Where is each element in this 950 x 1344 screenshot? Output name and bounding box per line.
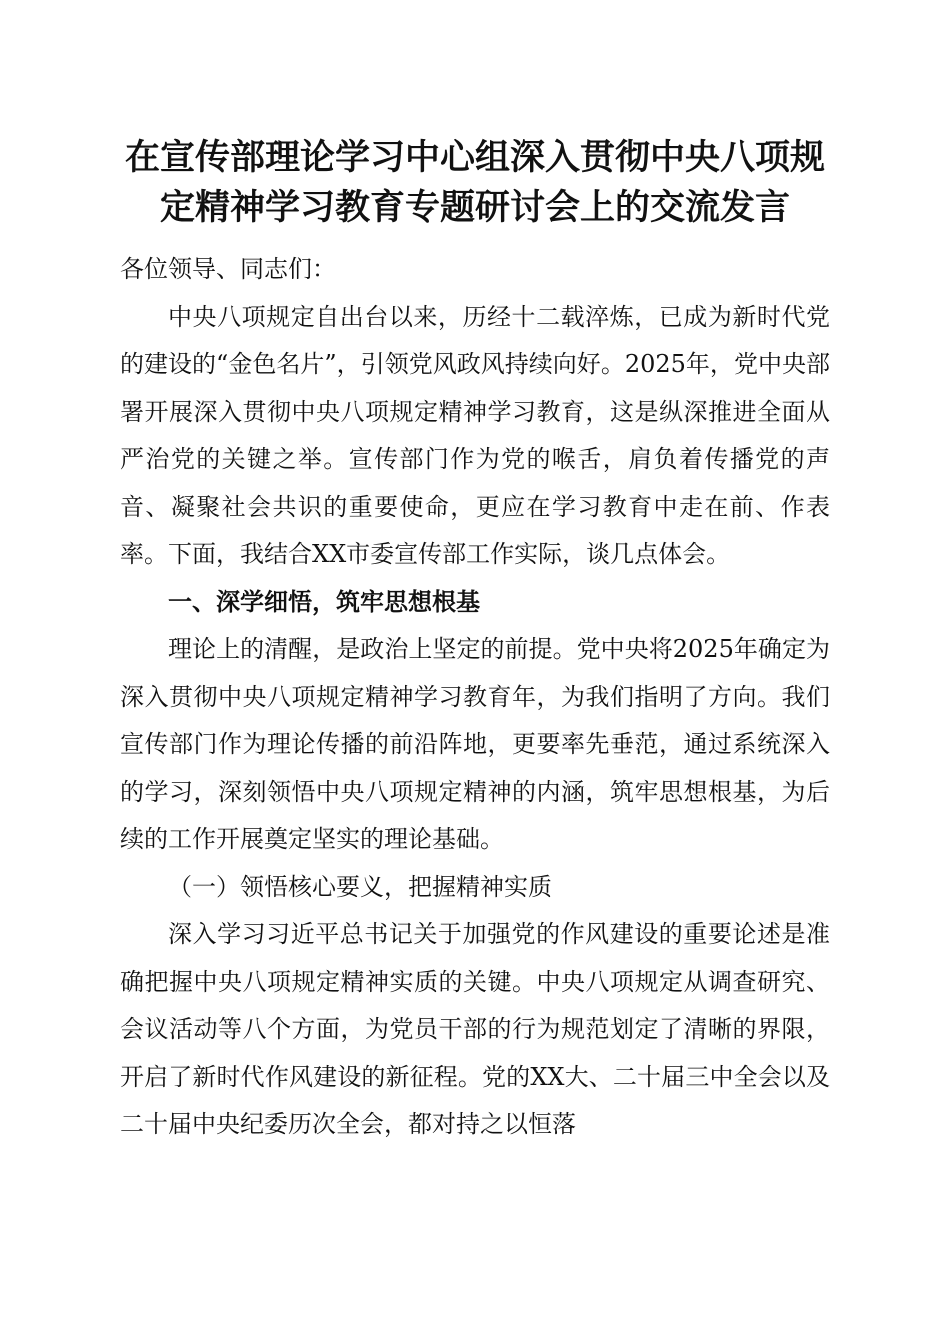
title-line-1: 在宣传部理论学习中心组深入贯彻中央八项规	[124, 138, 825, 178]
section-heading-1: 一、深学细悟，筑牢思想根基	[168, 587, 480, 616]
section-1-paragraph: 理论上的清醒，是政治上坚定的前提。党中央将2025年确定为深入贯彻中央八项规定精神学习教育年，为我们指明了方向。我们宣传部门作为理论传播的前沿阵地，更要率先垂范，通过系统深入的学习，深刻领悟中央八项规定精神的内涵，筑牢思想根基，为后续的工作开展奠定坚实的理论基础。	[120, 635, 830, 853]
subsection-heading-1: （一）领悟核心要义，把握精神实质	[168, 872, 552, 901]
document-body	[120, 246, 830, 1149]
subsection-1-paragraph: 深入学习习近平总书记关于加强党的作风建设的重要论述是准确把握中央八项规定精神实质的关键。中央八项规定从调查研究、会议活动等八个方面，为党员干部的行为规范划定了清晰的界限，开启了新时代作风建设的新征程。党的XX大、二十届三中全会以及二十届中央纪委历次全会，都对持之以恒落	[120, 920, 830, 1138]
salutation: 各位领导、同志们：	[120, 255, 336, 283]
document-title	[100, 133, 850, 233]
title-line-2: 定精神学习教育专题研讨会上的交流发言	[159, 188, 790, 228]
intro-paragraph: 中央八项规定自出台以来，历经十二载淬炼，已成为新时代党的建设的“金色名片”，引领党风政风持续向好。2025年，党中央部署开展深入贯彻中央八项规定精神学习教育，这是纵深推进全面从严治党的关键之举。宣传部门作为党的喉舌，肩负着传播党的声音、凝聚社会共识的重要使命，更应在学习教育中走在前、作表率。下面，我结合XX市委宣传部工作实际，谈几点体会。	[120, 302, 830, 568]
